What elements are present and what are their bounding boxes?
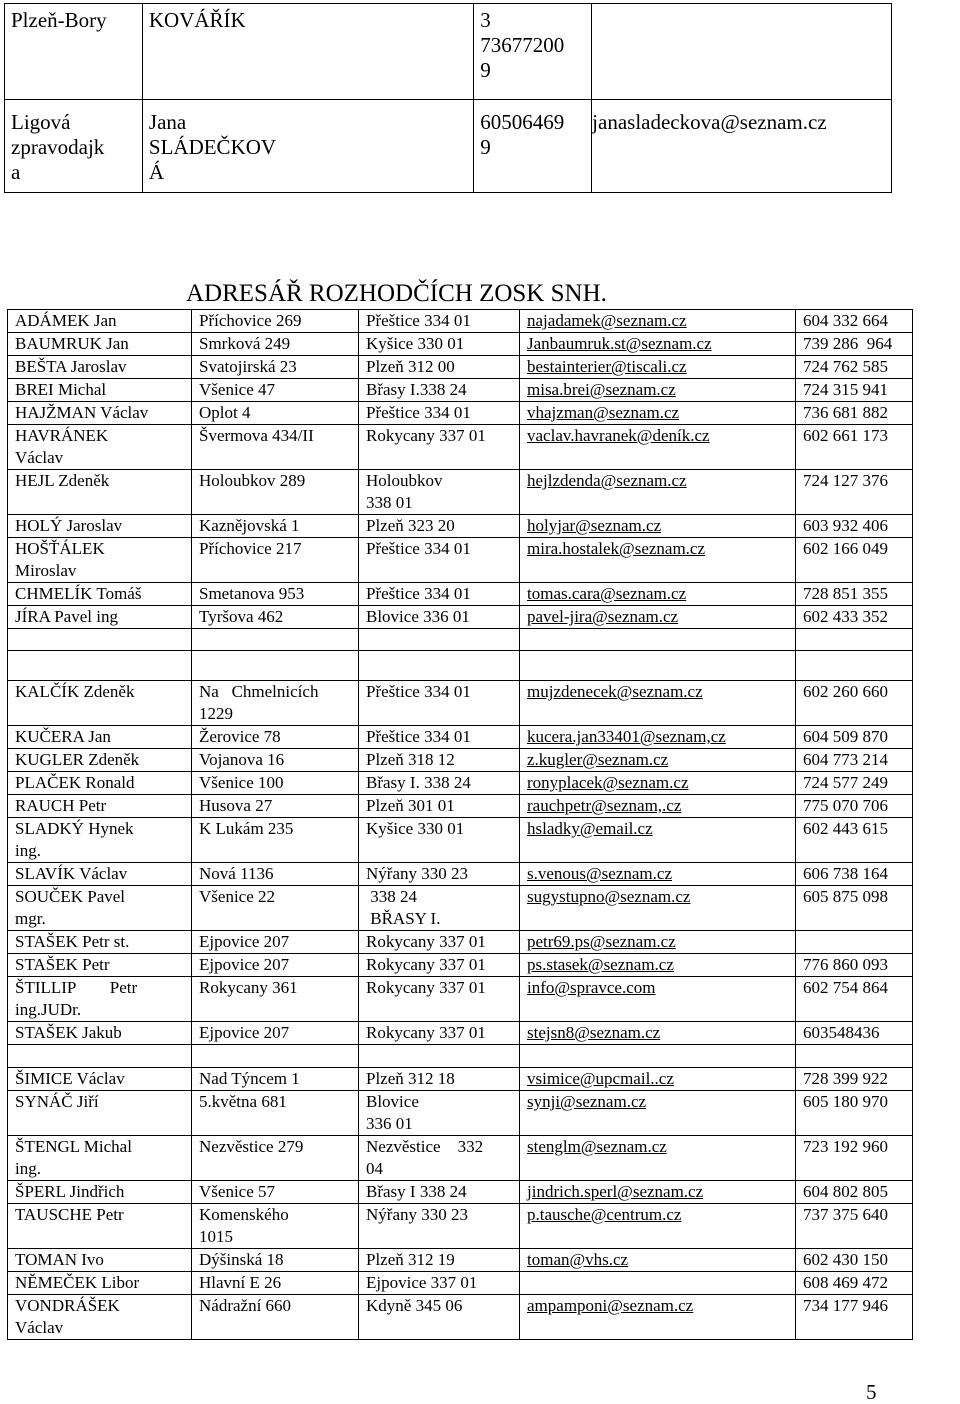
table-row [8, 1068, 913, 1091]
referee-email: kucera.jan33401@seznam,cz [520, 726, 796, 749]
referee-name: HEJL Zdeněk [8, 470, 192, 515]
table-row [8, 772, 913, 795]
table-row [8, 795, 913, 818]
table-row [8, 583, 913, 606]
referee-email: holyjar@seznam.cz [520, 515, 796, 538]
referee-street: Ejpovice 207 [192, 931, 359, 954]
referee-name: KUGLER Zdeněk [8, 749, 192, 772]
referee-email: mira.hostalek@seznam.cz [520, 538, 796, 583]
referee-name: RAUCH Petr [8, 795, 192, 818]
referee-phone: 734 177 946 [796, 1295, 913, 1340]
spacer-cell [359, 651, 520, 681]
spacer-cell [796, 1045, 913, 1068]
referee-street: Hlavní E 26 [192, 1272, 359, 1295]
referee-street: Vojanova 16 [192, 749, 359, 772]
table-row [8, 818, 913, 863]
referee-name: NĚMEČEK Libor [8, 1272, 192, 1295]
referee-street: Svatojirská 23 [192, 356, 359, 379]
referee-name: STAŠEK Petr st. [8, 931, 192, 954]
referee-phone: 602 661 173 [796, 425, 913, 470]
referee-email: petr69.ps@seznam.cz [520, 931, 796, 954]
referee-city: Rokycany 337 01 [359, 1022, 520, 1045]
table-row [8, 1136, 913, 1181]
referee-street: Nádražní 660 [192, 1295, 359, 1340]
referee-email: mujzdenecek@seznam.cz [520, 681, 796, 726]
referee-city: Plzeň 301 01 [359, 795, 520, 818]
table-row [8, 726, 913, 749]
referee-city: Nýřany 330 23 [359, 863, 520, 886]
referee-street: Všenice 100 [192, 772, 359, 795]
page-number: 5 [866, 1380, 877, 1404]
referee-email: vsimice@upcmail..cz [520, 1068, 796, 1091]
referee-name: BAUMRUK Jan [8, 333, 192, 356]
referee-email: jindrich.sperl@seznam.cz [520, 1181, 796, 1204]
referee-street: Nad Týncem 1 [192, 1068, 359, 1091]
referee-city: Plzeň 312 19 [359, 1249, 520, 1272]
referee-city: Blovice 336 01 [359, 606, 520, 629]
referee-street: Husova 27 [192, 795, 359, 818]
referee-email: Janbaumruk.st@seznam.cz [520, 333, 796, 356]
referee-street: Rokycany 361 [192, 977, 359, 1022]
referee-city: Plzeň 312 18 [359, 1068, 520, 1091]
referee-email: rauchpetr@seznam,.cz [520, 795, 796, 818]
referee-city: Rokycany 337 01 [359, 425, 520, 470]
referee-city: Přeštice 334 01 [359, 726, 520, 749]
referee-street: Všenice 47 [192, 379, 359, 402]
table-row [8, 1272, 913, 1295]
referee-street: Příchovice 269 [192, 310, 359, 333]
referee-name: ŠTENGL Michal ing. [8, 1136, 192, 1181]
referee-city: Přeštice 334 01 [359, 402, 520, 425]
table-row [8, 379, 913, 402]
contact-text: Ligová zpravodajk a [11, 110, 105, 184]
referee-city: Rokycany 337 01 [359, 931, 520, 954]
referee-email: misa.brei@seznam.cz [520, 379, 796, 402]
contact-text: KOVÁŘÍK [148, 8, 246, 32]
spacer-cell [796, 629, 913, 651]
contact-cell [142, 100, 473, 193]
table-row [8, 1249, 913, 1272]
spacer-cell [520, 629, 796, 651]
referee-phone: 739 286 964 [796, 333, 913, 356]
table-row [8, 606, 913, 629]
contact-text: 3 73677200 9 [480, 8, 565, 82]
referee-name: SLAVÍK Václav [8, 863, 192, 886]
referee-street: Ejpovice 207 [192, 1022, 359, 1045]
referee-phone: 728 399 922 [796, 1068, 913, 1091]
table-row [8, 310, 913, 333]
referee-city: Ejpovice 337 01 [359, 1272, 520, 1295]
referee-phone: 602 166 049 [796, 538, 913, 583]
referee-phone: 603548436 [796, 1022, 913, 1045]
referee-name: VONDRÁŠEK Václav [8, 1295, 192, 1340]
referee-name: JÍRA Pavel ing [8, 606, 192, 629]
referee-table [7, 309, 913, 1340]
referee-email: stejsn8@seznam.cz [520, 1022, 796, 1045]
referee-city: Nýřany 330 23 [359, 1204, 520, 1249]
referee-city: Plzeň 312 00 [359, 356, 520, 379]
referee-name: ŠPERL Jindřich [8, 1181, 192, 1204]
referee-city: Nezvěstice 332 04 [359, 1136, 520, 1181]
referee-city: Rokycany 337 01 [359, 954, 520, 977]
referee-email: toman@vhs.cz [520, 1249, 796, 1272]
spacer-row [8, 1045, 913, 1068]
referee-street: Příchovice 217 [192, 538, 359, 583]
referee-city: Přeštice 334 01 [359, 583, 520, 606]
referee-email: ronyplacek@seznam.cz [520, 772, 796, 795]
referee-phone: 604 332 664 [796, 310, 913, 333]
referee-phone: 724 577 249 [796, 772, 913, 795]
referee-name: ŠTILLIP Petr ing.JUDr. [8, 977, 192, 1022]
table-row [8, 931, 913, 954]
referee-email: vaclav.havranek@deník.cz [520, 425, 796, 470]
referee-email: vhajzman@seznam.cz [520, 402, 796, 425]
table-row [8, 681, 913, 726]
table-row [8, 977, 913, 1022]
referee-city: Rokycany 337 01 [359, 977, 520, 1022]
referee-email: najadamek@seznam.cz [520, 310, 796, 333]
referee-phone: 606 738 164 [796, 863, 913, 886]
referee-city: Kdyně 345 06 [359, 1295, 520, 1340]
spacer-cell [8, 1045, 192, 1068]
referee-email [520, 1272, 796, 1295]
table-row [8, 515, 913, 538]
referee-phone: 604 773 214 [796, 749, 913, 772]
table-row [8, 1181, 913, 1204]
spacer-row [8, 629, 913, 651]
referee-street: Všenice 57 [192, 1181, 359, 1204]
spacer-cell [8, 651, 192, 681]
referee-phone: 602 754 864 [796, 977, 913, 1022]
referee-phone: 724 315 941 [796, 379, 913, 402]
referee-phone: 602 433 352 [796, 606, 913, 629]
referee-phone: 724 762 585 [796, 356, 913, 379]
referee-street: Smrková 249 [192, 333, 359, 356]
referee-name: STAŠEK Petr [8, 954, 192, 977]
referee-phone: 724 127 376 [796, 470, 913, 515]
referee-city: Břasy I. 338 24 [359, 772, 520, 795]
referee-street: Oplot 4 [192, 402, 359, 425]
referee-phone: 776 860 093 [796, 954, 913, 977]
table-row [8, 863, 913, 886]
referee-city: Blovice 336 01 [359, 1091, 520, 1136]
referee-email: ps.stasek@seznam.cz [520, 954, 796, 977]
referee-name: BEŠTA Jaroslav [8, 356, 192, 379]
referee-street: Smetanova 953 [192, 583, 359, 606]
referee-street: 5.května 681 [192, 1091, 359, 1136]
referee-street: Nová 1136 [192, 863, 359, 886]
contact-cell [142, 4, 473, 100]
referee-phone: 737 375 640 [796, 1204, 913, 1249]
referee-street: Tyršova 462 [192, 606, 359, 629]
referee-phone: 728 851 355 [796, 583, 913, 606]
referee-phone: 608 469 472 [796, 1272, 913, 1295]
referee-city: Přeštice 334 01 [359, 310, 520, 333]
referee-name: STAŠEK Jakub [8, 1022, 192, 1045]
contact-row [5, 4, 892, 100]
referee-email: hejlzdenda@seznam.cz [520, 470, 796, 515]
referee-city: Holoubkov 338 01 [359, 470, 520, 515]
contact-text: Plzeň-Bory [11, 8, 107, 32]
contact-table [4, 3, 892, 193]
table-row [8, 1022, 913, 1045]
table-row [8, 425, 913, 470]
table-row [8, 886, 913, 931]
page-title: ADRESÁŘ ROZHODČÍCH ZOSK SNH. [186, 280, 607, 307]
referee-phone: 723 192 960 [796, 1136, 913, 1181]
referee-phone: 775 070 706 [796, 795, 913, 818]
referee-city: 338 24 BŘASY I. [359, 886, 520, 931]
referee-city: Plzeň 318 12 [359, 749, 520, 772]
referee-name: ŠIMICE Václav [8, 1068, 192, 1091]
spacer-cell [520, 1045, 796, 1068]
table-row [8, 356, 913, 379]
referee-email: sugystupno@seznam.cz [520, 886, 796, 931]
referee-name: SYNÁČ Jiří [8, 1091, 192, 1136]
referee-street: Komenského 1015 [192, 1204, 359, 1249]
referee-phone: 602 430 150 [796, 1249, 913, 1272]
referee-street: K Lukám 235 [192, 818, 359, 863]
referee-name: HAVRÁNEK Václav [8, 425, 192, 470]
referee-city: Kyšice 330 01 [359, 818, 520, 863]
spacer-row [8, 651, 913, 681]
referee-email: pavel-jira@seznam.cz [520, 606, 796, 629]
referee-email: bestainterier@tiscali.cz [520, 356, 796, 379]
contact-cell [5, 100, 143, 193]
referee-name: KUČERA Jan [8, 726, 192, 749]
referee-phone: 603 932 406 [796, 515, 913, 538]
referee-email: p.tausche@centrum.cz [520, 1204, 796, 1249]
spacer-cell [192, 629, 359, 651]
contact-cell [592, 100, 892, 193]
referee-name: CHMELÍK Tomáš [8, 583, 192, 606]
contact-text: 60506469 9 [480, 110, 565, 159]
referee-name: BREI Michal [8, 379, 192, 402]
referee-name: PLAČEK Ronald [8, 772, 192, 795]
referee-street: Holoubkov 289 [192, 470, 359, 515]
spacer-cell [8, 629, 192, 651]
table-row [8, 333, 913, 356]
referee-name: HOLÝ Jaroslav [8, 515, 192, 538]
contact-email: janasladeckova@seznam.cz [592, 110, 827, 134]
table-row [8, 1204, 913, 1249]
spacer-cell [359, 1045, 520, 1068]
table-row [8, 402, 913, 425]
referee-city: Kyšice 330 01 [359, 333, 520, 356]
referee-name: SLADKÝ Hynek ing. [8, 818, 192, 863]
referee-street: Ejpovice 207 [192, 954, 359, 977]
referee-city: Břasy I 338 24 [359, 1181, 520, 1204]
referee-name: HOŠŤÁLEK Miroslav [8, 538, 192, 583]
referee-phone [796, 931, 913, 954]
table-row [8, 749, 913, 772]
referee-email: tomas.cara@seznam.cz [520, 583, 796, 606]
referee-name: KALČÍK Zdeněk [8, 681, 192, 726]
referee-street: Kaznějovská 1 [192, 515, 359, 538]
referee-phone: 604 509 870 [796, 726, 913, 749]
referee-street: Dýšinská 18 [192, 1249, 359, 1272]
referee-email: z.kugler@seznam.cz [520, 749, 796, 772]
referee-street: Žerovice 78 [192, 726, 359, 749]
referee-email: ampamponi@seznam.cz [520, 1295, 796, 1340]
referee-street: Všenice 22 [192, 886, 359, 931]
referee-phone: 605 875 098 [796, 886, 913, 931]
contact-cell [474, 100, 592, 193]
referee-email: stenglm@seznam.cz [520, 1136, 796, 1181]
contact-text: Jana SLÁDEČKOV Á [148, 110, 277, 184]
table-row [8, 1295, 913, 1340]
referee-email: hsladky@email.cz [520, 818, 796, 863]
referee-email: s.venous@seznam.cz [520, 863, 796, 886]
contact-cell [5, 4, 143, 100]
referee-phone: 736 681 882 [796, 402, 913, 425]
table-row [8, 954, 913, 977]
referee-city: Přeštice 334 01 [359, 681, 520, 726]
table-row [8, 538, 913, 583]
referee-street: Švermova 434/II [192, 425, 359, 470]
referee-name: TOMAN Ivo [8, 1249, 192, 1272]
referee-phone: 602 443 615 [796, 818, 913, 863]
referee-street: Na Chmelnicích 1229 [192, 681, 359, 726]
referee-city: Přeštice 334 01 [359, 538, 520, 583]
contact-row [5, 100, 892, 193]
referee-phone: 602 260 660 [796, 681, 913, 726]
spacer-cell [192, 651, 359, 681]
spacer-cell [359, 629, 520, 651]
spacer-cell [192, 1045, 359, 1068]
referee-phone: 604 802 805 [796, 1181, 913, 1204]
referee-city: Plzeň 323 20 [359, 515, 520, 538]
referee-email: synji@seznam.cz [520, 1091, 796, 1136]
contact-cell [592, 4, 892, 100]
referee-email: info@spravce.com [520, 977, 796, 1022]
table-row [8, 1091, 913, 1136]
referee-name: SOUČEK Pavel mgr. [8, 886, 192, 931]
contact-cell [474, 4, 592, 100]
spacer-cell [796, 651, 913, 681]
referee-name: TAUSCHE Petr [8, 1204, 192, 1249]
table-row [8, 470, 913, 515]
referee-street: Nezvěstice 279 [192, 1136, 359, 1181]
referee-city: Břasy I.338 24 [359, 379, 520, 402]
spacer-cell [520, 651, 796, 681]
referee-phone: 605 180 970 [796, 1091, 913, 1136]
referee-name: HAJŽMAN Václav [8, 402, 192, 425]
referee-name: ADÁMEK Jan [8, 310, 192, 333]
